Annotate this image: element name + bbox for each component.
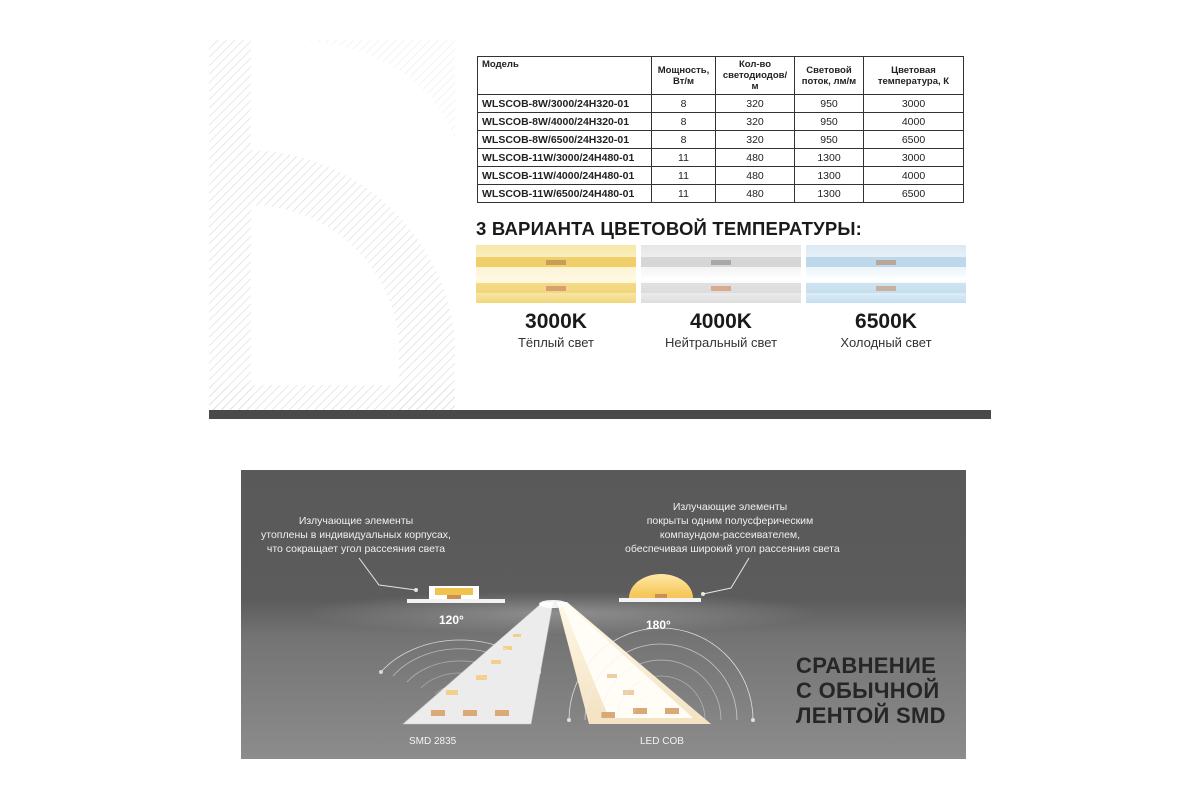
cell-power: 8 <box>652 131 716 149</box>
comparison-panel <box>241 470 966 759</box>
cell-power: 8 <box>652 113 716 131</box>
kelvin-neutral: 4000K <box>690 310 752 333</box>
strip-label-smd: SMD 2835 <box>409 736 457 747</box>
cell-led-count: 320 <box>716 95 795 113</box>
cell-model: WLSCOB-11W/3000/24H480-01 <box>478 149 652 167</box>
table-row <box>478 167 964 185</box>
swatch-neutral <box>641 245 801 303</box>
caption-line: утоплены в индивидуальных корпусах, <box>261 529 451 541</box>
strip-label-cob: LED COB <box>640 736 684 747</box>
decorative-hatch-graphic <box>209 40 469 410</box>
headline-line: СРАВНЕНИЕ <box>796 653 937 678</box>
table-row <box>478 113 964 131</box>
kelvin-warm: 3000K <box>525 310 587 333</box>
cell-led-count: 480 <box>716 167 795 185</box>
cell-model: WLSCOB-8W/6500/24H320-01 <box>478 131 652 149</box>
caption-line: обеспечивая широкий угол рассеяния света <box>625 543 840 555</box>
col-header-led-count: Кол-во светодиодов/м <box>716 57 795 95</box>
cell-temperature: 3000 <box>864 95 964 113</box>
cell-led-count: 480 <box>716 149 795 167</box>
cell-model: WLSCOB-8W/3000/24H320-01 <box>478 95 652 113</box>
col-header-model: Модель <box>478 57 652 95</box>
swatch-cold <box>806 245 966 303</box>
cell-power: 11 <box>652 149 716 167</box>
cell-model: WLSCOB-11W/6500/24H480-01 <box>478 185 652 203</box>
cell-flux: 1300 <box>795 185 864 203</box>
label-cold: Холодный свет <box>840 335 932 350</box>
cell-power: 8 <box>652 95 716 113</box>
cell-flux: 1300 <box>795 149 864 167</box>
cell-model: WLSCOB-8W/4000/24H320-01 <box>478 113 652 131</box>
cell-temperature: 6500 <box>864 131 964 149</box>
led-chip <box>546 286 566 291</box>
led-chip <box>876 260 896 265</box>
col-header-power: Мощность, Вт/м <box>652 57 716 95</box>
led-chip <box>711 260 731 265</box>
cell-power: 11 <box>652 167 716 185</box>
table-row <box>478 95 964 113</box>
variants-title: 3 ВАРИАНТА ЦВЕТОВОЙ ТЕМПЕРАТУРЫ: <box>476 218 863 239</box>
comparison-headline <box>796 653 946 728</box>
cell-flux: 950 <box>795 113 864 131</box>
panel-bottom-bar <box>209 410 991 419</box>
spec-table <box>477 56 964 203</box>
led-chip <box>876 286 896 291</box>
headline-line: С ОБЫЧНОЙ <box>796 678 940 703</box>
caption-line: Излучающие элементы <box>672 501 788 513</box>
cell-temperature: 6500 <box>864 185 964 203</box>
label-neutral: Нейтральный свет <box>664 335 778 350</box>
cell-led-count: 320 <box>716 113 795 131</box>
caption-line: покрыты одним полусферическим <box>646 515 814 527</box>
table-row <box>478 149 964 167</box>
led-chip <box>546 260 566 265</box>
led-chip <box>711 286 731 291</box>
label-warm: Тёплый свет <box>517 335 595 350</box>
cell-led-count: 480 <box>716 185 795 203</box>
cell-temperature: 3000 <box>864 149 964 167</box>
cell-power: 11 <box>652 185 716 203</box>
headline-line: ЛЕНТОЙ SMD <box>796 703 946 728</box>
angle-label-cob: 180° <box>646 618 671 632</box>
col-header-temperature: Цветовая температура, К <box>864 57 964 95</box>
kelvin-cold: 6500K <box>855 310 917 333</box>
caption-line: компаундом-рассеивателем, <box>659 529 801 541</box>
cell-model: WLSCOB-11W/4000/24H480-01 <box>478 167 652 185</box>
cell-flux: 950 <box>795 131 864 149</box>
col-header-flux: Световой поток, лм/м <box>795 57 864 95</box>
cell-led-count: 320 <box>716 131 795 149</box>
swatch-warm <box>476 245 636 303</box>
angle-label-smd: 120° <box>439 613 464 627</box>
cell-temperature: 4000 <box>864 113 964 131</box>
caption-line: Излучающие элементы <box>298 515 414 527</box>
caption-cob <box>625 500 840 556</box>
cell-flux: 950 <box>795 95 864 113</box>
table-row <box>478 131 964 149</box>
cell-flux: 1300 <box>795 167 864 185</box>
caption-line: что сокращает угол рассеяния света <box>266 543 446 555</box>
table-row <box>478 185 964 203</box>
cell-temperature: 4000 <box>864 167 964 185</box>
callout-left <box>359 558 418 592</box>
callout-right <box>701 558 749 596</box>
caption-smd <box>245 514 467 556</box>
table-header-row <box>478 57 964 95</box>
